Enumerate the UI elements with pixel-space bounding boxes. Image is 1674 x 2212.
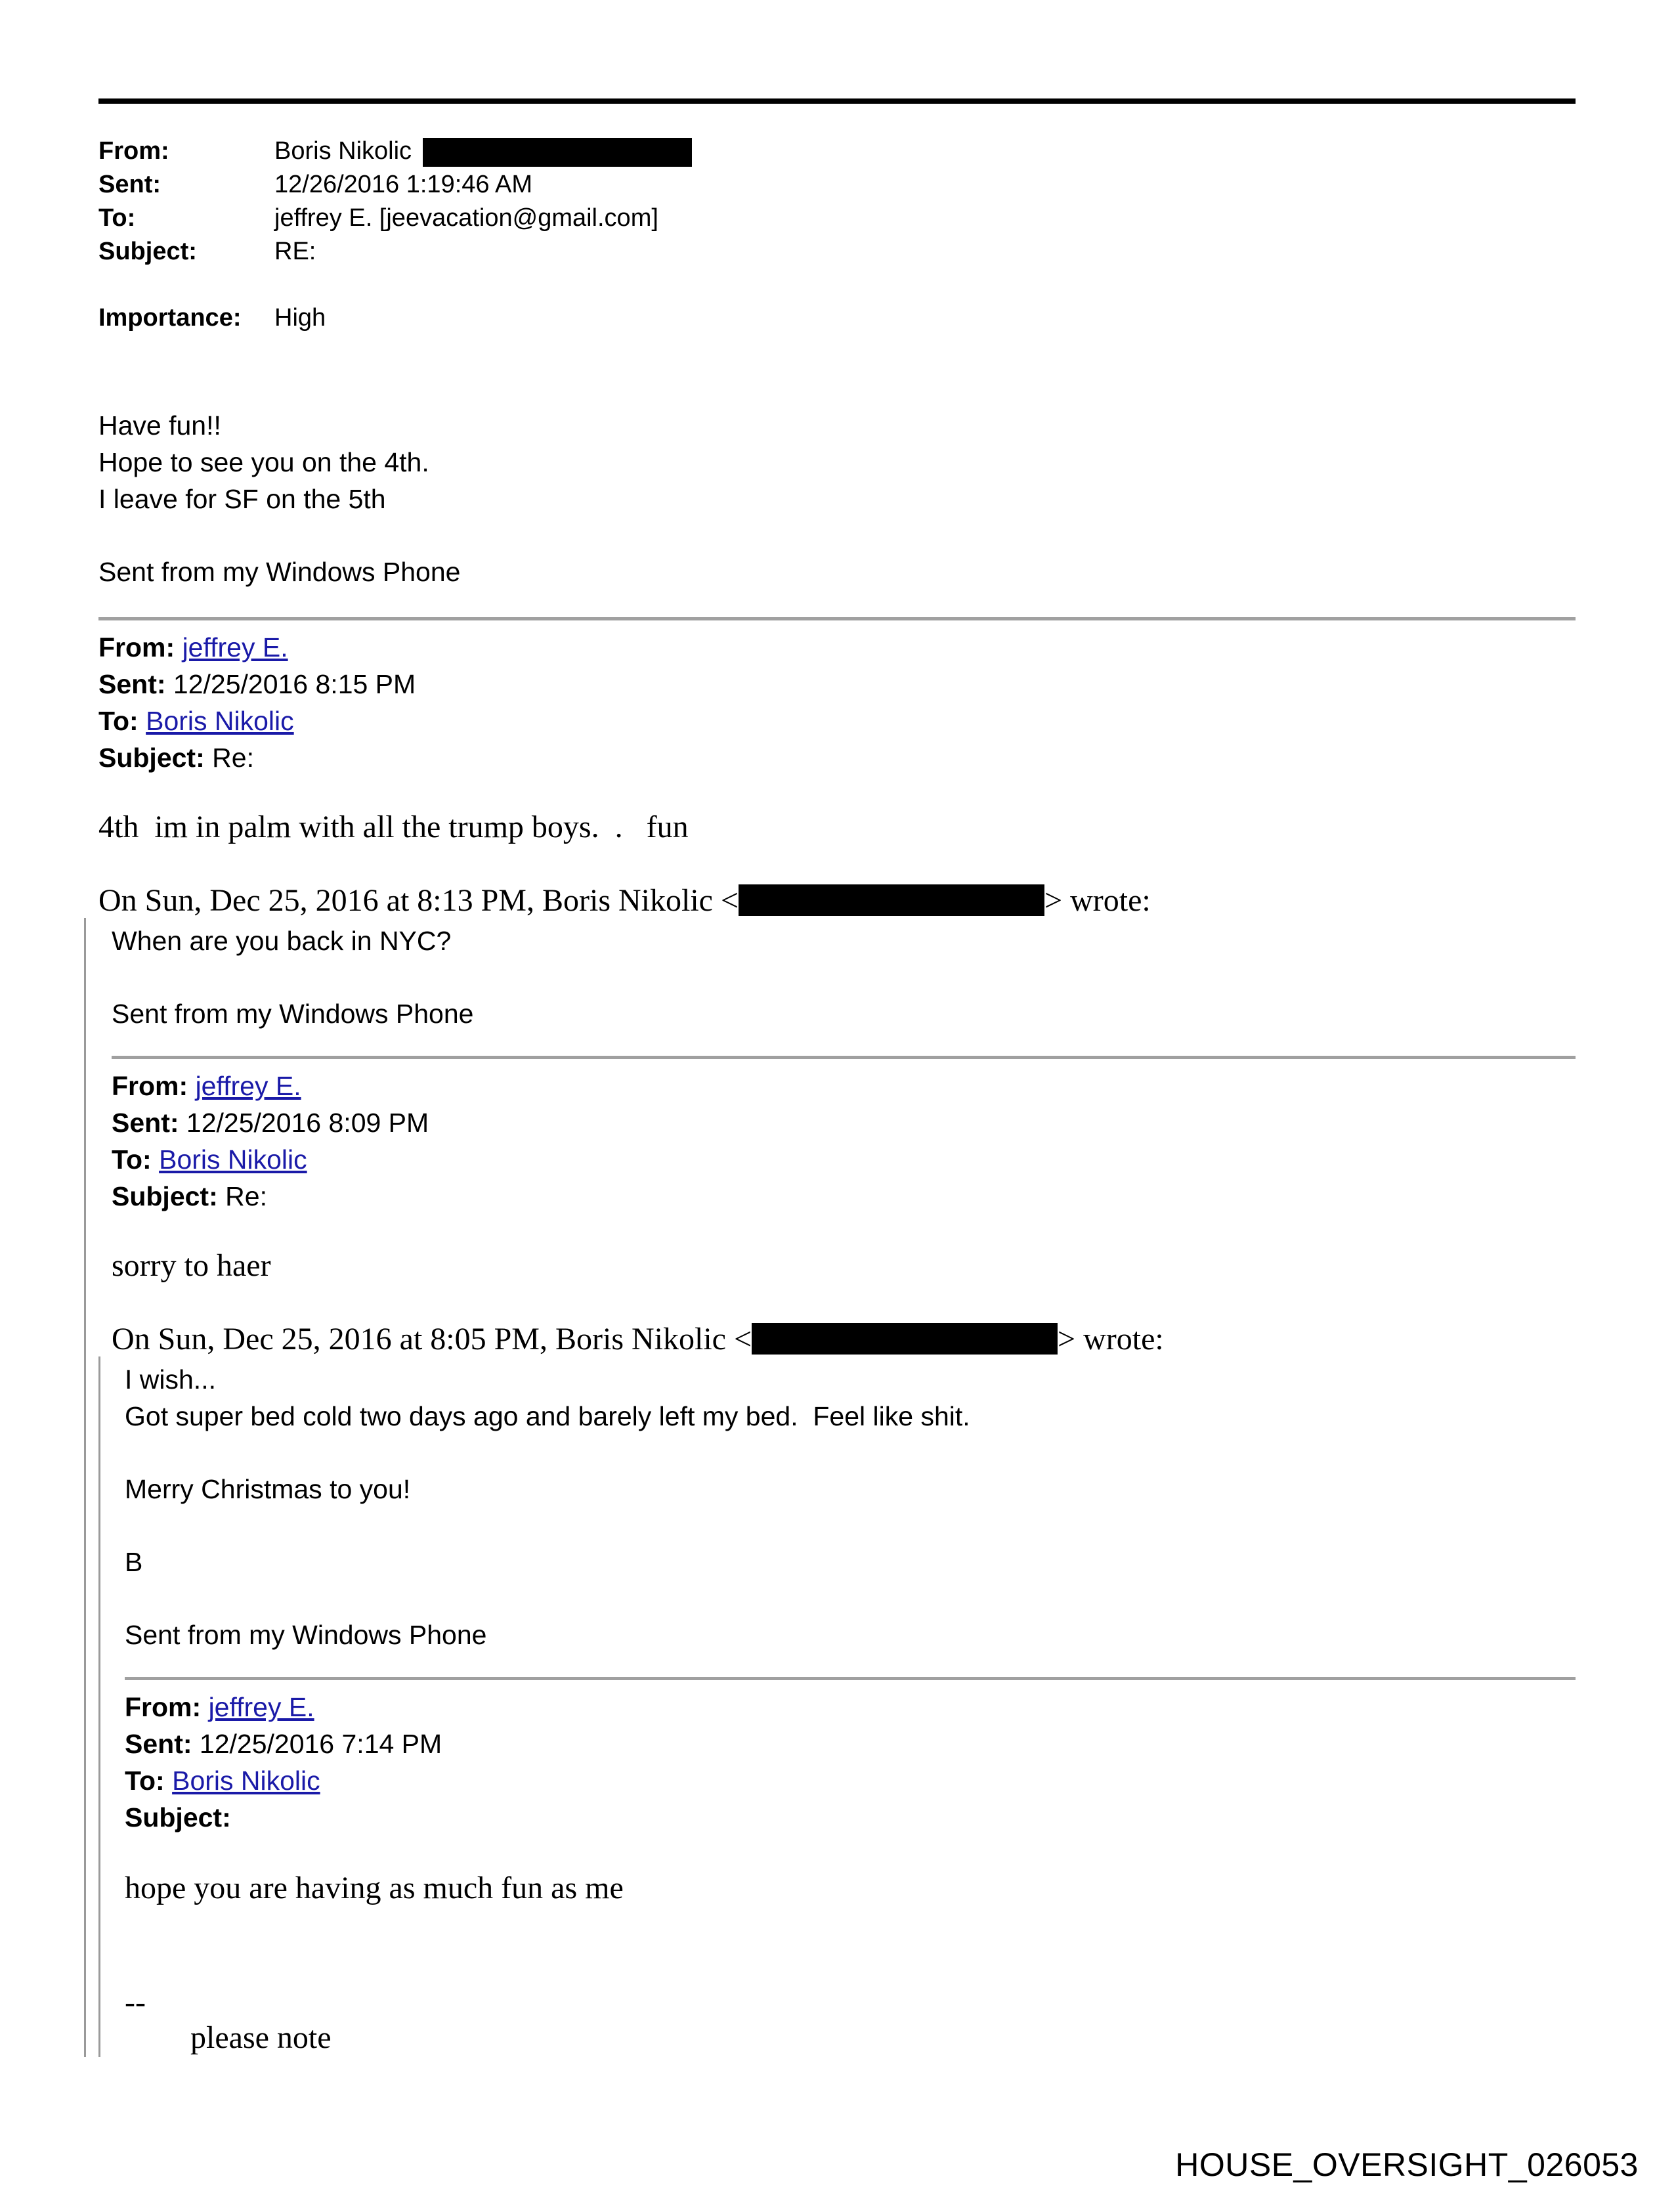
msg3-sent: Sent: 12/25/2016 8:09 PM — [112, 1108, 429, 1138]
msg3-from-link[interactable]: jeffrey E. — [195, 1071, 301, 1101]
header-from-value: Boris Nikolic — [274, 134, 692, 168]
header-to-label: To: — [98, 204, 136, 232]
header-to-value: jeffrey E. [jeevacation@gmail.com] — [274, 204, 658, 232]
msg4-line: B — [125, 1547, 143, 1577]
msg4-signature: Sent from my Windows Phone — [125, 1620, 487, 1650]
header-from-label: From: — [98, 137, 169, 165]
msg4-line: Got super bed cold two days ago and barely left my bed. Feel like shit. — [125, 1401, 970, 1431]
msg2-to-link[interactable]: Boris Nikolic — [146, 706, 294, 736]
msg4-sig-dashes: -- — [125, 1985, 146, 2020]
header-sent-label: Sent: — [98, 171, 161, 198]
msg4-subject: Subject: — [125, 1802, 231, 1832]
quote-bar — [98, 1356, 100, 2057]
bates-number: HOUSE_OVERSIGHT_026053 — [1175, 2146, 1639, 2183]
msg2-body: 4th im in palm with all the trump boys. . fun — [98, 810, 689, 844]
msg3-body: sorry to haer — [112, 1248, 271, 1283]
msg3-to-link[interactable]: Boris Nikolic — [159, 1144, 307, 1175]
top-rule — [98, 98, 1576, 104]
body-line: I leave for SF on the 5th — [98, 484, 386, 514]
msg2-to: To: Boris Nikolic — [98, 706, 294, 736]
message-divider — [112, 1056, 1576, 1059]
redaction-box — [752, 1323, 1058, 1355]
body-line: Have fun!! — [98, 410, 221, 441]
msg3-subject: Subject: Re: — [112, 1181, 267, 1211]
message-divider — [125, 1677, 1576, 1680]
redaction-box — [423, 138, 692, 167]
msg4-line: Merry Christmas to you! — [125, 1474, 411, 1504]
msg3-from: From: jeffrey E. — [112, 1071, 301, 1101]
msg2-from: From: jeffrey E. — [98, 632, 288, 662]
msg2-subject: Subject: Re: — [98, 743, 254, 773]
msg2-from-link[interactable]: jeffrey E. — [182, 632, 288, 662]
msg4-to: To: Boris Nikolic — [125, 1766, 320, 1796]
quote-bar — [84, 918, 86, 2057]
signature-line: Sent from my Windows Phone — [98, 557, 461, 587]
msg4-sig-note: please note — [190, 2020, 332, 2055]
header-subject-value: RE: — [274, 238, 316, 265]
redaction-box — [739, 884, 1044, 916]
msg4-body: hope you are having as much fun as me — [125, 1871, 624, 1905]
msg2-sent: Sent: 12/25/2016 8:15 PM — [98, 669, 416, 699]
msg3-line: When are you back in NYC? — [112, 926, 452, 956]
msg4-from: From: jeffrey E. — [125, 1692, 314, 1722]
header-importance-value: High — [274, 304, 326, 332]
msg3-to: To: Boris Nikolic — [112, 1144, 307, 1175]
header-importance-label: Importance: — [98, 304, 242, 332]
msg3-quote-intro: On Sun, Dec 25, 2016 at 8:05 PM, Boris Nikolic < > wrote: — [112, 1322, 1164, 1356]
body-line: Hope to see you on the 4th. — [98, 447, 429, 477]
msg4-from-link[interactable]: jeffrey E. — [208, 1692, 314, 1722]
header-subject-label: Subject: — [98, 238, 197, 265]
msg2-quote-intro: On Sun, Dec 25, 2016 at 8:13 PM, Boris Nikolic < > wrote: — [98, 883, 1151, 918]
header-sent-value: 12/26/2016 1:19:46 AM — [274, 171, 532, 198]
message-divider — [98, 617, 1576, 620]
msg4-sent: Sent: 12/25/2016 7:14 PM — [125, 1729, 442, 1759]
msg4-line: I wish... — [125, 1364, 216, 1395]
msg3-signature: Sent from my Windows Phone — [112, 999, 474, 1029]
msg4-to-link[interactable]: Boris Nikolic — [172, 1766, 320, 1796]
